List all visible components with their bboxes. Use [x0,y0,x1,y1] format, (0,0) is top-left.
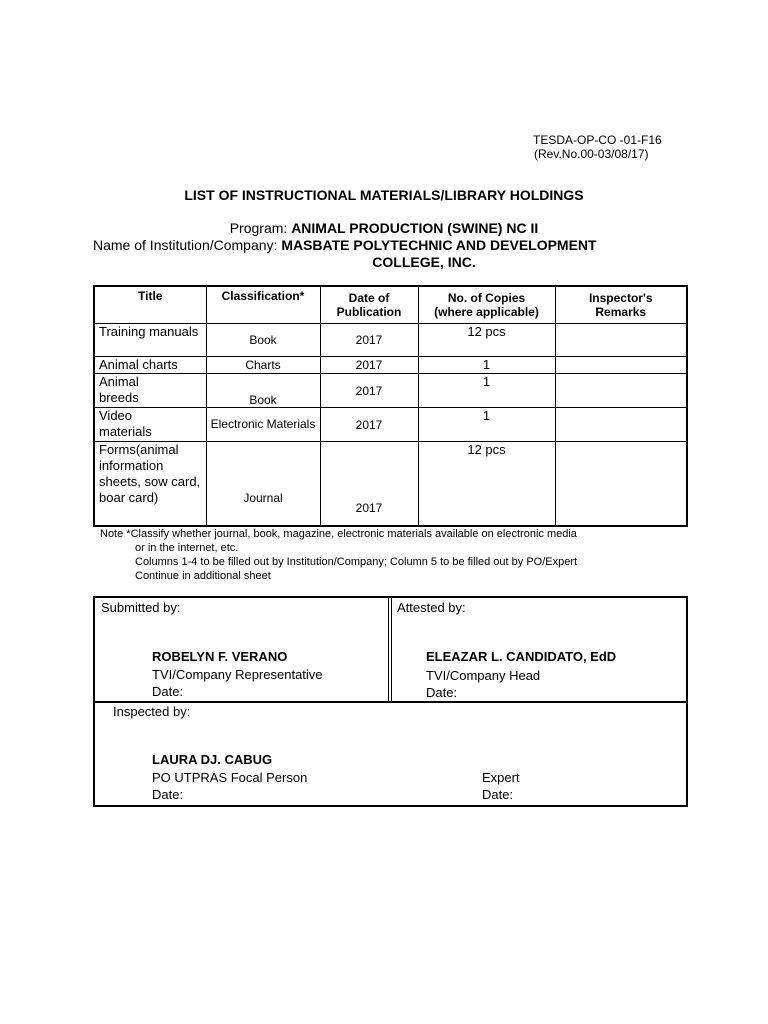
header-date-line-1: Date of [348,291,390,305]
header-classification: Classification* [206,286,320,324]
header-copies [418,286,555,324]
row-classification: Charts [206,357,320,374]
row-date: 2017 [320,408,418,442]
program-value: ANIMAL PRODUCTION (SWINE) NC II [291,220,539,236]
document-title: LIST OF INSTRUCTIONAL MATERIALS/LIBRARY HOLDINGS [184,187,584,203]
expert-date: Date: [482,787,514,802]
inspected-by-date: Date: [152,787,184,802]
table-row [94,408,687,442]
institution-value-continued: COLLEGE, INC. [372,254,476,270]
row-copies: 1 [418,374,555,408]
program-line [0,220,768,236]
header-date-line-2: Publication [336,305,402,319]
table-row [94,357,687,374]
note-line-2: or in the internet, etc. [135,542,239,554]
row-classification: Book [206,374,320,408]
institution-value: MASBATE POLYTECHNIC AND DEVELOPMENT [281,237,597,253]
table-header-row [94,286,687,324]
submitted-by-date: Date: [152,684,184,699]
row-copies: 1 [418,408,555,442]
row-date: 2017 [320,324,418,357]
institution-label: Name of Institution/Company: [93,237,282,253]
row-remarks [555,374,687,408]
revision-number: (Rev.No.00-03/08/17) [534,147,649,161]
row-remarks [555,408,687,442]
row-copies: 12 pcs [418,324,555,357]
signature-block [93,596,688,807]
row-title: Animal breeds [94,374,206,408]
header-remarks-line-2: Remarks [595,305,647,319]
row-date: 2017 [320,374,418,408]
header-copies-line-1: No. of Copies [447,291,526,305]
row-classification: Electronic Materials [206,408,320,442]
row-title: Forms(animal information sheets, sow card, boar card) [94,442,206,526]
row-title: Training manuals [94,324,206,357]
row-title: Animal charts [94,357,206,374]
note-line-3: Columns 1-4 to be filled out by Institution/Company; Column 5 to be filled out by PO/Expert [135,556,578,568]
row-title: Video materials [94,408,206,442]
signature-top-section [95,598,686,703]
row-remarks [555,324,687,357]
header-copies-line-2: (where applicable) [434,305,539,319]
row-remarks [555,357,687,374]
row-copies: 12 pcs [418,442,555,526]
note-line-4: Continue in additional sheet [135,570,271,582]
row-date: 2017 [320,442,418,526]
note-line-1: Note *Classify whether journal, book, magazine, electronic materials available on electronic media [100,528,577,540]
header-remarks-line-1: Inspector's [588,291,653,305]
row-remarks [555,442,687,526]
attested-by-date: Date: [426,685,458,700]
table-notes [100,527,577,583]
row-copies: 1 [418,357,555,374]
inspected-by-label: Inspected by: [113,704,191,719]
signature-divider [388,598,392,701]
attested-by-role: TVI/Company Head [426,668,541,683]
header-title: Title [94,286,206,324]
table-row [94,374,687,408]
form-code: TESDA-OP-CO -01-F16 [533,133,662,147]
holdings-table [93,285,688,527]
attested-by-label: Attested by: [397,600,466,615]
header-remarks [555,286,687,324]
row-classification: Journal [206,442,320,526]
table-row [94,442,687,526]
table-row [94,324,687,357]
submitted-by-name: ROBELYN F. VERANO [152,649,288,664]
submitted-by-label: Submitted by: [101,600,181,615]
row-classification: Book [206,324,320,357]
program-label: Program: [229,220,292,236]
row-date: 2017 [320,357,418,374]
inspected-by-name: LAURA DJ. CABUG [152,752,273,767]
attested-by-name: ELEAZAR L. CANDIDATO, EdD [426,649,617,664]
form-code-block [533,133,662,161]
header-date [320,286,418,324]
expert-label: Expert [482,770,520,785]
inspected-by-role: PO UTPRAS Focal Person [152,770,308,785]
submitted-by-role: TVI/Company Representative [152,667,323,682]
institution-line [93,237,597,271]
